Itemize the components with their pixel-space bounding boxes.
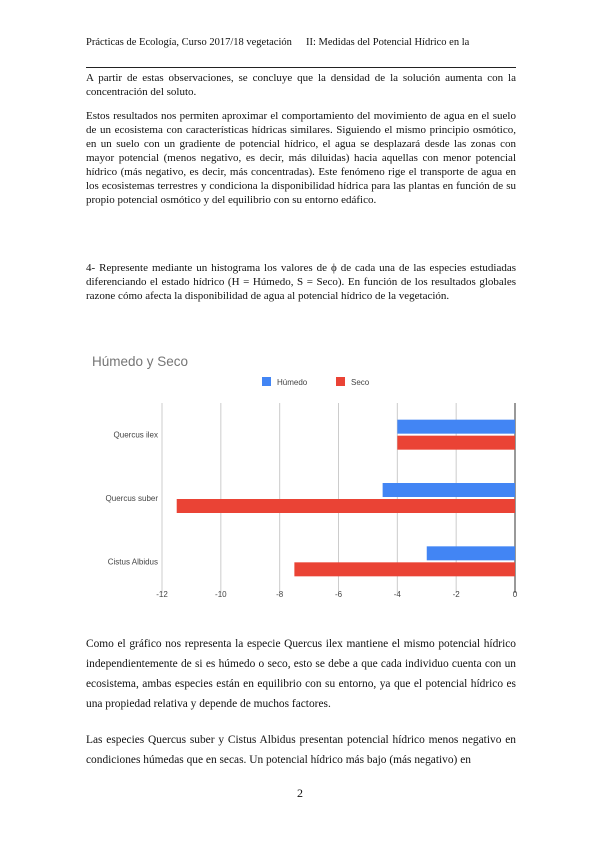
bar-cistus-albidus-seco (294, 562, 515, 576)
paragraph-conclusion: A partir de estas observaciones, se concluye que la densidad de la solución aumenta con la concentración del soluto. (86, 72, 516, 98)
legend-label-humedo: Húmedo (277, 378, 308, 387)
header-section-title: II: Medidas del Potencial Hídrico en la (306, 37, 470, 48)
x-tick-label: -2 (452, 590, 460, 599)
bar-quercus-suber-humedo (383, 483, 515, 497)
x-tick-label: -8 (276, 590, 284, 599)
bar-cistus-albidus-humedo (427, 546, 515, 560)
category-label: Quercus ilex (113, 430, 158, 440)
x-tick-label: -4 (393, 590, 401, 599)
bar-quercus-suber-seco (177, 499, 515, 513)
x-tick-label: 0 (512, 590, 518, 599)
page-number: 2 (297, 786, 303, 800)
paragraph-suber-cistus: Las especies Quercus suber y Cistus Albidus presentan potencial hídrico menos negativo en condiciones húmedas que en secas. Un potencial hídrico más bajo (más negativo) en (86, 734, 516, 766)
bar-chart (86, 338, 522, 610)
bar-quercus-ilex-seco (397, 436, 515, 450)
x-tick-label: -12 (156, 590, 168, 599)
category-label: Cistus Albidus (107, 557, 158, 567)
x-tick-label: -10 (215, 590, 227, 599)
header-rule (86, 67, 516, 68)
paragraph-quercus-ilex: Como el gráfico nos representa la especie Quercus ilex mantiene el mismo potencial hídrico independientemente de si es húmedo o seco, esto se debe a que cada individuo cuenta con un ecosistema, ambas especies están en equilibrio con su entorno, ya que el potencial hídrico es una propiedad relativa y depende de muchos factores. (86, 638, 516, 710)
question-4: 4- Represente mediante un histograma los valores de ϕ de cada una de las especies estudiadas diferenciando el estado hídrico (H = Húmedo, S = Seco). En función de los resultados globales razone cómo afecta la disponibilidad de agua al potencial hídrico de la vegetación. (86, 262, 516, 302)
legend-swatch-seco (336, 377, 345, 386)
legend-swatch-humedo (262, 377, 271, 386)
chart-title: Húmedo y Seco (92, 354, 189, 369)
x-tick-label: -6 (334, 590, 343, 599)
legend-label-seco: Seco (351, 378, 370, 387)
category-label: Quercus suber (105, 494, 158, 503)
header-course: Prácticas de Ecología, Curso 2017/18 vegetación (86, 37, 292, 48)
paragraph-soil-water: Estos resultados nos permiten aproximar el comportamiento del movimiento de agua en el suelo de un ecosistema con características hídricas similares. Siguiendo el mismo principio osmótico, en un suelo con un gradiente de potencial hídrico, el agua se desplazará desde las zonas con mayor potencial (menos negativo, es decir, más diluidas) hacia aquellas con menor potencial hídrico (más negativo, es decir, más concentradas). Este fenómeno rige el transporte de agua en los ecosistemas terrestres y condiciona la disponibilidad hídrica para las plantas en función de su propio potencial osmótico y del equilibrio con su entorno edáfico. (86, 110, 516, 206)
bar-quercus-ilex-humedo (397, 420, 515, 434)
chart-svg (86, 338, 522, 610)
